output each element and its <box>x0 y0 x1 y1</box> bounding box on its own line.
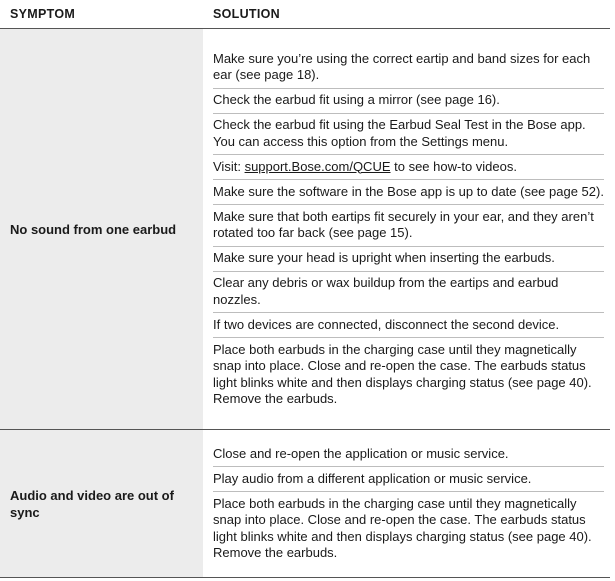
solution-item: Make sure that both eartips fit securely in your ear, and they aren’t rotated too far back (see page 15). <box>213 204 604 246</box>
header-symptom: SYMPTOM <box>10 7 76 21</box>
solution-item: Make sure you’re using the correct eartip and band sizes for each ear (see page 18). <box>213 50 591 82</box>
solution-suffix: to see how-to videos. <box>390 158 517 174</box>
solution-list <box>203 430 610 577</box>
table-row <box>0 29 610 430</box>
solution-item: Check the earbud fit using a mirror (see page 16). <box>213 88 604 113</box>
symptom-cell: Audio and video are out of sync <box>0 430 203 577</box>
solution-prefix: Visit: <box>213 158 245 174</box>
solution-item: Close and re-open the application or music service. <box>213 445 509 461</box>
solution-item: If two devices are connected, disconnect the second device. <box>213 312 604 337</box>
solution-list <box>203 29 610 429</box>
header-solution: SOLUTION <box>213 7 280 21</box>
solution-item: Make sure your head is upright when inserting the earbuds. <box>213 246 604 271</box>
solution-item: Play audio from a different application or music service. <box>213 466 604 491</box>
solution-item <box>213 154 604 179</box>
solution-item: Make sure the software in the Bose app is up to date (see page 52). <box>213 179 604 204</box>
solution-item: Check the earbud fit using the Earbud Seal Test in the Bose app. You can access this option from the Settings menu. <box>213 113 604 155</box>
table-row <box>0 430 610 578</box>
solution-item: Clear any debris or wax buildup from the eartips and earbud nozzles. <box>213 271 604 313</box>
symptom-cell: No sound from one earbud <box>0 29 203 429</box>
solution-item: Place both earbuds in the charging case until they magnetically snap into place. Close and re-open the case. The earbuds status light blinks white and then displays charging status (see page 40). Remove the earbuds. <box>213 491 604 566</box>
support-link[interactable]: support.Bose.com/QCUE <box>244 158 391 174</box>
table-header <box>0 0 610 29</box>
solution-item: Place both earbuds in the charging case until they magnetically snap into place. Close and re-open the case. The earbuds status light blinks white and then displays charging status (see page 40). Remove the earbuds. <box>213 337 604 412</box>
